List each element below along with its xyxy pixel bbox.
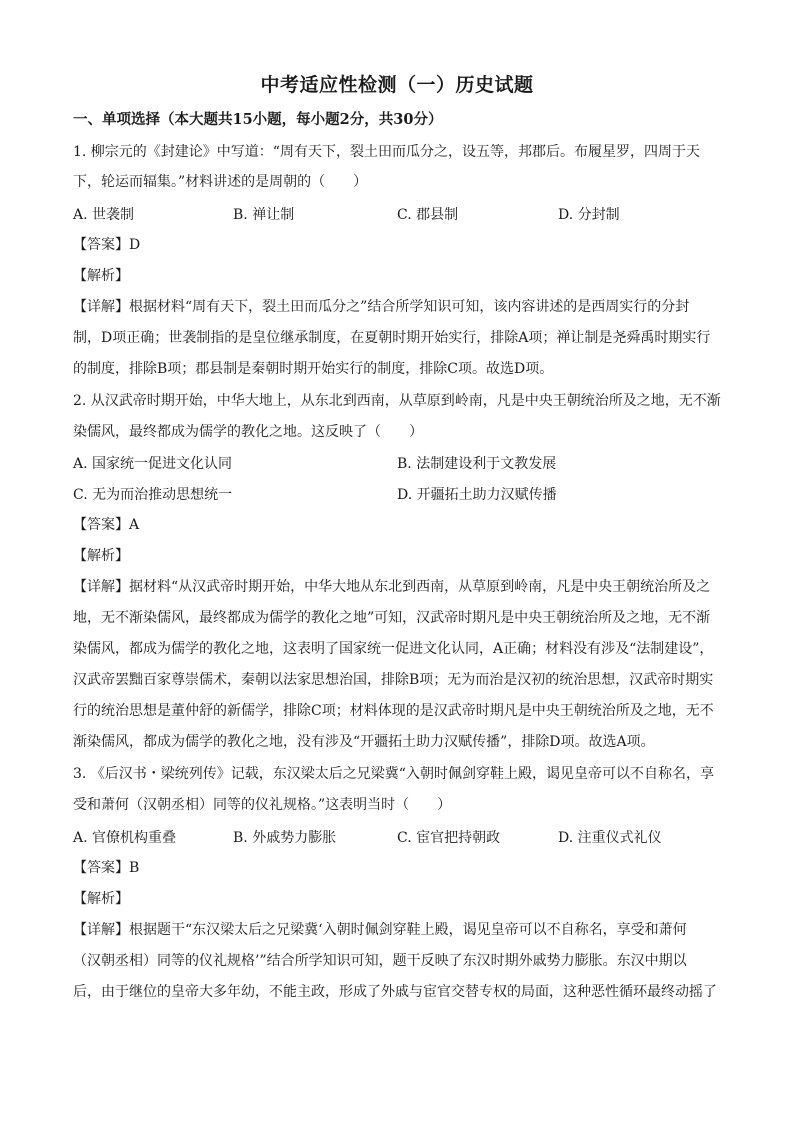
q3-option-c: C. 宦官把持朝政: [397, 830, 501, 846]
q1-answer: 【答案】D: [73, 237, 141, 253]
q3-analysis-label: 【解析】: [73, 891, 129, 907]
q1-stem-line: 1. 柳宗元的《封建论》中写道：“周有天下，裂土田而瓜分之，设五等，邦郡后。布履星罗，四周于天: [73, 144, 700, 160]
q2-detail-line: 【详解】据材料“从汉武帝时期开始，中华大地从东北到西南，从草原到岭南，凡是中央王朝统治所及之: [73, 579, 711, 595]
q1-detail-line: 【详解】根据材料“周有天下，裂土田而瓜分之”结合所学知识可知，该内容讲述的是西周实行的分封: [73, 299, 690, 315]
q2-stem-line: 2. 从汉武帝时期开始，中华大地上，从东北到西南，从草原到岭南，凡是中央王朝统治所及之地，无不渐: [73, 393, 721, 409]
q1-detail-line: 制，D项正确；世袭制指的是皇位继承制度，在夏朝时期开始实行，排除A项；禅让制是尧舜禹时期实行: [73, 330, 711, 346]
q2-detail-line: 汉武帝罢黜百家尊崇儒术，秦朝以法家思想治国，排除B项；无为而治是汉初的统治思想，汉武帝时期实: [73, 672, 714, 688]
q3-stem-line: 受和萧何（汉朝丞相）同等的仪礼规格。”这表明当时（ ）: [73, 797, 452, 813]
q2-option-d: D. 开疆拓土助力汉赋传播: [397, 487, 557, 503]
q3-option-d: D. 注重仪式礼仪: [558, 830, 662, 846]
q1-option-b: B. 禅让制: [233, 207, 295, 223]
page-title: 中考适应性检测（一）历史试题: [260, 74, 534, 96]
q3-detail-line: 【详解】根据题干“东汉梁太后之兄梁冀‘入朝时佩剑穿鞋上殿，谒见皇帝可以不自称名，享受和萧何: [73, 922, 687, 938]
q3-stem-line: 3. 《后汉书・梁统列传》记载，东汉梁太后之兄梁冀“入朝时佩剑穿鞋上殿，谒见皇帝可以不自称名，享: [73, 766, 714, 782]
q2-detail-line: 染儒风，都成为儒学的教化之地，这表明了国家统一促进文化认同，A正确；材料没有涉及“法制建设”，: [73, 641, 714, 657]
q1-stem-line: 下，轮运而辐集。”材料讲述的是周朝的（ ）: [73, 174, 368, 190]
q2-detail-line: 地，无不渐染儒风，最终都成为儒学的教化之地”可知，汉武帝时期凡是中央王朝统治所及之地，无不渐: [73, 610, 711, 626]
q3-detail-line: （汉朝丞相）同等的仪礼规格’”结合所学知识可知，题干反映了东汉时期外戚势力膨胀。东汉中期以: [73, 953, 687, 969]
q2-detail-line: 行的统治思想是董仲舒的新儒学，排除C项；材料体现的是汉武帝时期凡是中央王朝统治所及之地，无不: [73, 703, 714, 719]
q3-option-a: A. 官僚机构重叠: [73, 830, 177, 846]
q1-option-d: D. 分封制: [558, 207, 620, 223]
q1-analysis-label: 【解析】: [73, 268, 129, 284]
q3-answer: 【答案】B: [73, 860, 140, 876]
q2-stem-line: 染儒风，最终都成为儒学的教化之地。这反映了（ ）: [73, 424, 423, 440]
q1-option-a: A. 世袭制: [73, 207, 135, 223]
q2-option-a: A. 国家统一促进文化认同: [73, 456, 233, 472]
q2-detail-line: 渐染儒风，都成为儒学的教化之地，没有涉及“开疆拓土助力汉赋传播”，排除D项。故选A项。: [73, 734, 655, 750]
q2-analysis-label: 【解析】: [73, 548, 129, 564]
q2-option-c: C. 无为而治推动思想统一: [73, 487, 233, 503]
q1-option-c: C. 郡县制: [397, 207, 459, 223]
q1-detail-line: 的制度，排除B项；郡县制是秦朝时期开始实行的制度，排除C项。故选D项。: [73, 361, 554, 377]
q2-option-b: B. 法制建设利于文教发展: [397, 456, 557, 472]
q2-answer: 【答案】A: [73, 517, 140, 533]
section-heading: 一、单项选择（本大题共15小题，每小题2分，共30分）: [73, 111, 443, 128]
q3-detail-line: 后，由于继位的皇帝大多年幼，不能主政，形成了外戚与宦官交替专权的局面，这种恶性循环最终动摇了: [73, 984, 717, 1000]
q3-option-b: B. 外戚势力膨胀: [233, 830, 337, 846]
